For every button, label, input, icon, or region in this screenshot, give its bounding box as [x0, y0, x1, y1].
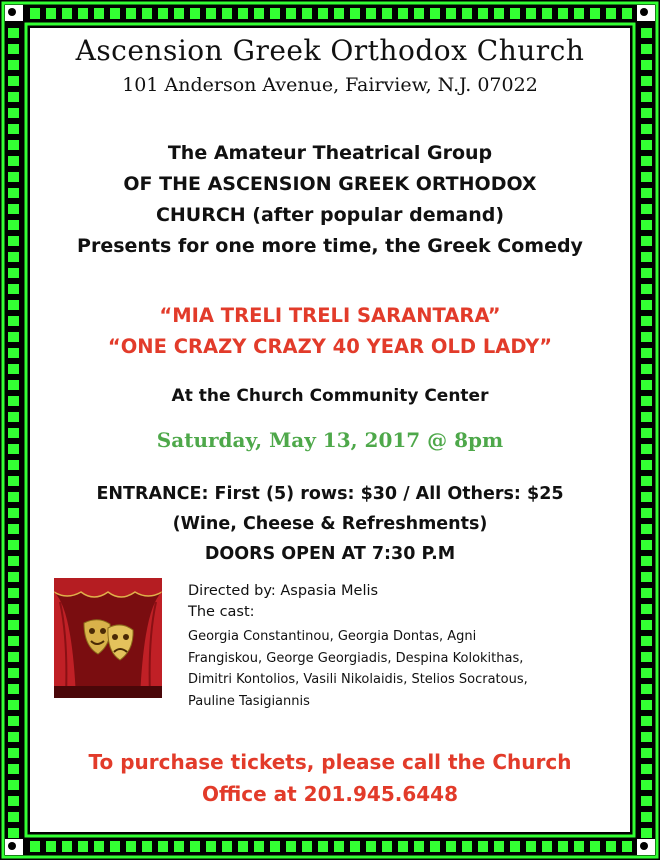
film-perforation: [334, 841, 344, 852]
film-perforation: [478, 841, 488, 852]
film-perforation: [510, 8, 520, 19]
film-perforation: [641, 636, 652, 646]
film-perforation: [8, 732, 19, 742]
film-perforation: [8, 76, 19, 86]
film-perforation: [8, 700, 19, 710]
film-perforation: [8, 460, 19, 470]
film-perforation: [641, 572, 652, 582]
film-perforation: [8, 108, 19, 118]
film-perforation: [641, 140, 652, 150]
film-perforation: [446, 8, 456, 19]
intro-line: OF THE ASCENSION GREEK ORTHODOX: [123, 173, 537, 195]
film-perforation: [8, 252, 19, 262]
film-perforation: [8, 540, 19, 550]
cast-line: Dimitri Kontolios, Vasili Nikolaidis, Stelios Socratous,: [188, 672, 528, 687]
film-perforation: [382, 8, 392, 19]
film-perforation: [46, 841, 56, 852]
film-perforation: [641, 108, 652, 118]
film-perforation: [641, 508, 652, 518]
intro-block: [30, 138, 630, 262]
film-perforation: [8, 524, 19, 534]
film-perforation: [8, 172, 19, 182]
film-perforation: [8, 764, 19, 774]
film-perforation: [8, 396, 19, 406]
film-perforation: [78, 841, 88, 852]
film-perforation: [641, 460, 652, 470]
film-perforation: [641, 668, 652, 678]
film-perforation: [158, 841, 168, 852]
film-perforation: [8, 604, 19, 614]
film-perforation: [641, 476, 652, 486]
film-perforation: [8, 348, 19, 358]
entrance-block: [30, 479, 630, 569]
play-english-title: “ONE CRAZY CRAZY 40 YEAR OLD LADY”: [107, 335, 553, 358]
cast-line: Pauline Tasigiannis: [188, 693, 310, 709]
entrance-prices: ENTRANCE: First (5) rows: $30 / All Others: $25: [96, 484, 564, 504]
film-perforation: [641, 60, 652, 70]
film-perforation: [641, 188, 652, 198]
church-name: Ascension Greek Orthodox Church: [75, 34, 585, 67]
venue-text: At the Church Community Center: [171, 386, 489, 406]
film-perforation: [641, 588, 652, 598]
film-perforation: [641, 780, 652, 790]
film-perforation: [526, 8, 536, 19]
film-perforation: [641, 796, 652, 806]
film-perforation: [8, 380, 19, 390]
director-line: Directed by: Aspasia Melis: [188, 583, 379, 599]
theater-masks-image: [54, 578, 162, 704]
film-perforation: [126, 841, 136, 852]
film-perforation: [8, 268, 19, 278]
film-perforation: [238, 841, 248, 852]
film-perforation: [641, 172, 652, 182]
film-perforation: [206, 841, 216, 852]
film-perforation: [641, 92, 652, 102]
film-perforation: [8, 476, 19, 486]
film-perforation: [494, 841, 504, 852]
film-perforation: [494, 8, 504, 19]
film-perforation: [8, 204, 19, 214]
film-perforation: [8, 188, 19, 198]
film-perforation: [641, 748, 652, 758]
doors-open: DOORS OPEN AT 7:30 P.M: [204, 544, 456, 564]
film-perforation: [542, 841, 552, 852]
film-perforation: [641, 412, 652, 422]
film-perforation: [641, 380, 652, 390]
film-perforation: [641, 716, 652, 726]
film-perforation: [641, 300, 652, 310]
film-perforation: [8, 684, 19, 694]
ticket-phone-line: Office at 201.945.6448: [201, 782, 459, 806]
film-perforation: [206, 8, 216, 19]
film-perforation: [641, 316, 652, 326]
film-perforation: [8, 652, 19, 662]
film-perforation: [8, 316, 19, 326]
film-perforation: [446, 841, 456, 852]
film-perforation: [270, 841, 280, 852]
film-perforation: [574, 8, 584, 19]
ticket-info: [30, 746, 630, 810]
film-perforation: [641, 444, 652, 454]
film-perforation: [641, 220, 652, 230]
film-perforation: [641, 652, 652, 662]
film-perforation: [641, 252, 652, 262]
intro-line: The Amateur Theatrical Group: [167, 142, 493, 164]
film-perforation: [142, 8, 152, 19]
film-perforation: [8, 572, 19, 582]
film-perforation: [8, 220, 19, 230]
film-perforation: [526, 841, 536, 852]
film-perforation: [641, 540, 652, 550]
film-perforation: [641, 812, 652, 822]
film-perforation: [270, 8, 280, 19]
film-perforation: [641, 828, 652, 838]
film-perforation: [558, 8, 568, 19]
film-perforation: [126, 8, 136, 19]
film-perforation: [302, 8, 312, 19]
film-perforation: [158, 8, 168, 19]
film-perforation: [641, 332, 652, 342]
film-perforation: [641, 236, 652, 246]
film-perforation: [8, 668, 19, 678]
film-perforation: [8, 780, 19, 790]
flyer-content: [30, 28, 630, 832]
film-perforation: [222, 8, 232, 19]
film-perforation: [8, 716, 19, 726]
film-perforation: [110, 841, 120, 852]
film-perforation: [641, 204, 652, 214]
film-perforation: [414, 8, 424, 19]
film-perforation: [641, 76, 652, 86]
film-perforation: [542, 8, 552, 19]
film-perforation: [622, 841, 632, 852]
film-perforation: [641, 428, 652, 438]
film-perforation: [382, 841, 392, 852]
film-perforation: [318, 841, 328, 852]
film-perforation: [62, 8, 72, 19]
film-perforation: [8, 620, 19, 630]
film-perforation: [8, 828, 19, 838]
film-perforation: [622, 8, 632, 19]
film-perforation: [558, 841, 568, 852]
ticket-line: To purchase tickets, please call the Church: [88, 750, 572, 774]
film-perforation: [430, 8, 440, 19]
cast-line: Georgia Constantinou, Georgia Dontas, Agni: [188, 629, 477, 644]
film-perforation: [350, 841, 360, 852]
film-perforation: [142, 841, 152, 852]
film-perforation: [462, 841, 472, 852]
film-perforation: [8, 412, 19, 422]
film-perforation: [641, 364, 652, 374]
film-perforation: [641, 620, 652, 630]
film-perforation: [94, 8, 104, 19]
film-perforation: [334, 8, 344, 19]
film-perforation: [8, 140, 19, 150]
film-perforation: [8, 748, 19, 758]
cast-list: [188, 626, 628, 712]
film-perforation: [398, 841, 408, 852]
film-perforation: [641, 284, 652, 294]
film-perforation: [8, 60, 19, 70]
film-perforation: [641, 684, 652, 694]
film-perforation: [641, 700, 652, 710]
film-perforation: [8, 92, 19, 102]
film-perforation: [641, 156, 652, 166]
film-perforation: [8, 28, 19, 38]
film-perforation: [8, 44, 19, 54]
film-perforation: [366, 841, 376, 852]
film-perforation: [8, 284, 19, 294]
film-perforation: [174, 841, 184, 852]
film-perforation: [318, 8, 328, 19]
film-perforation: [641, 556, 652, 566]
film-perforation: [8, 492, 19, 502]
film-perforation: [641, 732, 652, 742]
film-perforation: [30, 8, 40, 19]
film-perforation: [8, 444, 19, 454]
film-perforation: [641, 492, 652, 502]
film-perforation: [606, 841, 616, 852]
film-perforation: [78, 8, 88, 19]
film-perforation: [414, 841, 424, 852]
film-perforation: [254, 8, 264, 19]
film-perforation: [8, 156, 19, 166]
film-perforation: [286, 8, 296, 19]
film-perforation: [641, 348, 652, 358]
film-perforation: [641, 524, 652, 534]
film-perforation: [30, 841, 40, 852]
film-perforation: [46, 8, 56, 19]
film-perforation: [8, 796, 19, 806]
cast-line: Frangiskou, George Georgiadis, Despina Kolokithas,: [188, 650, 524, 666]
film-perforation: [606, 8, 616, 19]
film-perforation: [8, 236, 19, 246]
film-perforation: [8, 556, 19, 566]
film-perforation: [350, 8, 360, 19]
film-perforation: [641, 28, 652, 38]
film-perforation: [286, 841, 296, 852]
film-perforation: [254, 841, 264, 852]
play-greek-title: “MIA TRELI TRELI SARANTARA”: [159, 304, 501, 327]
play-title-block: [30, 300, 630, 362]
film-perforation: [8, 588, 19, 598]
film-perforation: [190, 8, 200, 19]
film-perforation: [641, 44, 652, 54]
film-perforation: [62, 841, 72, 852]
film-perforation: [174, 8, 184, 19]
credits-block: [188, 581, 628, 712]
cast-label: The cast:: [188, 604, 255, 620]
film-perforation: [510, 841, 520, 852]
film-perforation: [641, 268, 652, 278]
film-perforation: [302, 841, 312, 852]
film-perforation: [641, 124, 652, 134]
film-perforation: [366, 8, 376, 19]
event-date: Saturday, May 13, 2017 @ 8pm: [156, 428, 504, 452]
film-perforation: [238, 8, 248, 19]
film-perforation: [190, 841, 200, 852]
church-address: 101 Anderson Avenue, Fairview, N.J. 07022: [122, 74, 538, 96]
film-perforation: [8, 364, 19, 374]
film-perforation: [94, 841, 104, 852]
film-perforation: [8, 124, 19, 134]
intro-line: CHURCH (after popular demand): [155, 204, 505, 226]
film-perforation: [462, 8, 472, 19]
film-perforation: [641, 396, 652, 406]
film-perforation: [8, 508, 19, 518]
film-perforation: [8, 332, 19, 342]
film-perforation: [8, 300, 19, 310]
film-perforation: [8, 428, 19, 438]
refreshments-note: (Wine, Cheese & Refreshments): [172, 514, 488, 534]
film-perforation: [590, 8, 600, 19]
intro-line: Presents for one more time, the Greek Comedy: [77, 235, 583, 257]
film-perforation: [641, 764, 652, 774]
film-perforation: [590, 841, 600, 852]
film-perforation: [641, 604, 652, 614]
film-perforation: [8, 812, 19, 822]
film-perforation: [110, 8, 120, 19]
film-perforation: [430, 841, 440, 852]
film-perforation: [478, 8, 488, 19]
film-perforation: [222, 841, 232, 852]
film-perforation: [398, 8, 408, 19]
film-perforation: [8, 636, 19, 646]
film-perforation: [574, 841, 584, 852]
